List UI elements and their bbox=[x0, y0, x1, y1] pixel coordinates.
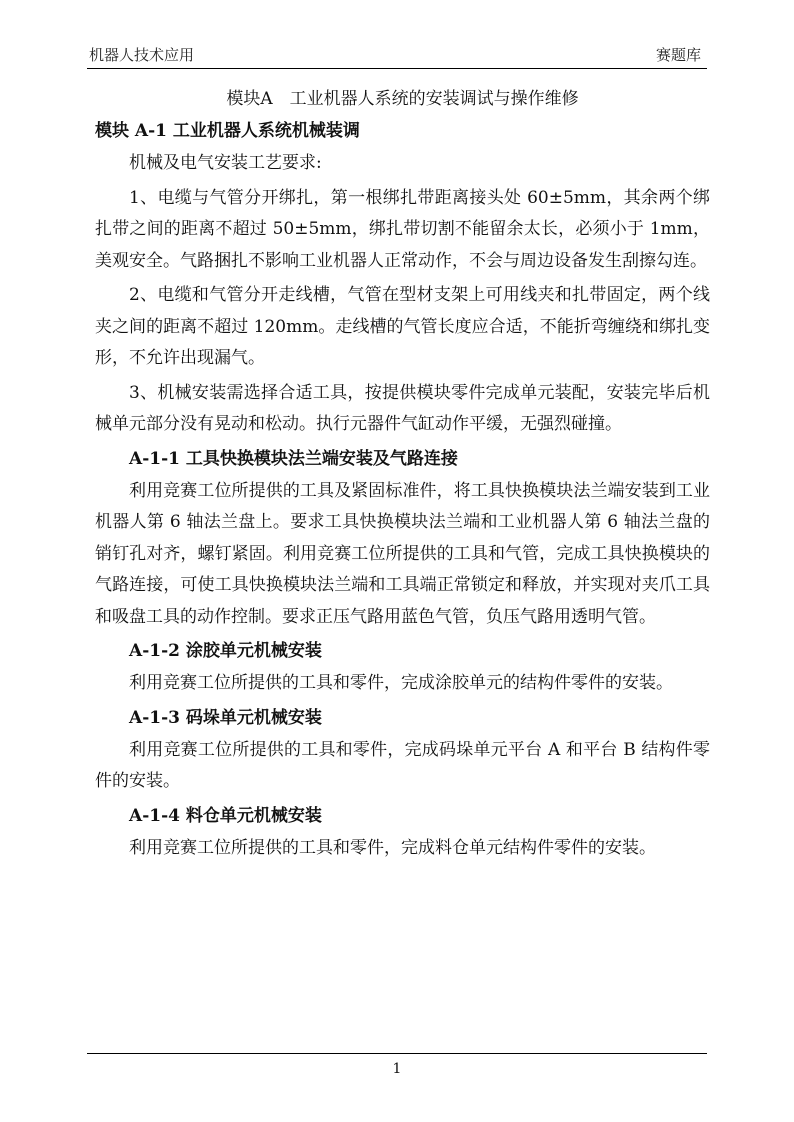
subsection-paragraph: 利用竞赛工位所提供的工具和零件，完成涂胶单元的结构件零件的安装。 bbox=[129, 673, 673, 693]
subsection-title: A-1-1 工具快换模块法兰端安装及气路连接 bbox=[129, 448, 458, 469]
header-category: 赛题库 bbox=[655, 46, 701, 64]
subsection-paragraph: 利用竞赛工位所提供的工具和零件，完成码垛单元平台 A 和平台 B 结构件零件的安装。 bbox=[95, 739, 710, 791]
subsection-title: A-1-3 码垛单元机械安装 bbox=[129, 707, 322, 728]
footer-divider bbox=[87, 1053, 707, 1054]
page-header bbox=[87, 40, 707, 69]
subsection-paragraph: 利用竞赛工位所提供的工具和零件，完成料仓单元结构件零件的安装。 bbox=[129, 837, 656, 858]
subsection-paragraph: 利用竞赛工位所提供的工具及紧固标准件，将工具快换模块法兰端安装到工业机器人第 6 轴法兰盘上。要求工具快换模块法兰端和工业机器人第 6 轴法兰盘的销钉孔对齐，螺钉紧固。利用竞赛工位所提供的工具和气管，完成工具快换模块的气路连接，可使工具快换模块法兰端和工具端正常锁定和释放，并实现对夹爪工具和吸盘工具的动作控制。要求正压气路用蓝色气管，负压气路用透明气管。 bbox=[95, 480, 710, 627]
requirement-paragraph: 2、电缆和气管分开走线槽，气管在型材支架上可用线夹和扎带固定，两个线夹之间的距离不超过 120mm。走线槽的气管长度应合适，不能折弯缠绕和绑扎变形，不允许出现漏气。 bbox=[95, 285, 710, 368]
header-document-title: 机器人技术应用 bbox=[89, 46, 195, 64]
module-title: 模块A 工业机器人系统的安装调试与操作维修 bbox=[226, 89, 579, 109]
requirements-intro: 机械及电气安装工艺要求: bbox=[129, 153, 322, 173]
document-body bbox=[95, 84, 710, 864]
section-title: 模块 A-1 工业机器人系统机械装调 bbox=[95, 121, 360, 141]
page-number: 1 bbox=[392, 1061, 402, 1077]
subsection-title: A-1-2 涂胶单元机械安装 bbox=[129, 641, 322, 661]
requirement-paragraph: 3、机械安装需选择合适工具，按提供模块零件完成单元装配，安装完毕后机械单元部分没有晃动和松动。执行元器件气缸动作平缓，无强烈碰撞。 bbox=[95, 382, 710, 434]
subsection-title: A-1-4 料仓单元机械安装 bbox=[129, 805, 322, 826]
requirement-paragraph: 1、电缆与气管分开绑扎，第一根绑扎带距离接头处 60±5mm，其余两个绑扎带之间的距离不超过 50±5mm，绑扎带切割不能留余太长，必须小于 1mm，美观安全。气路捆扎不影响工业机器人正常动作，不会与周边设备发生刮擦勾连。 bbox=[95, 187, 710, 271]
